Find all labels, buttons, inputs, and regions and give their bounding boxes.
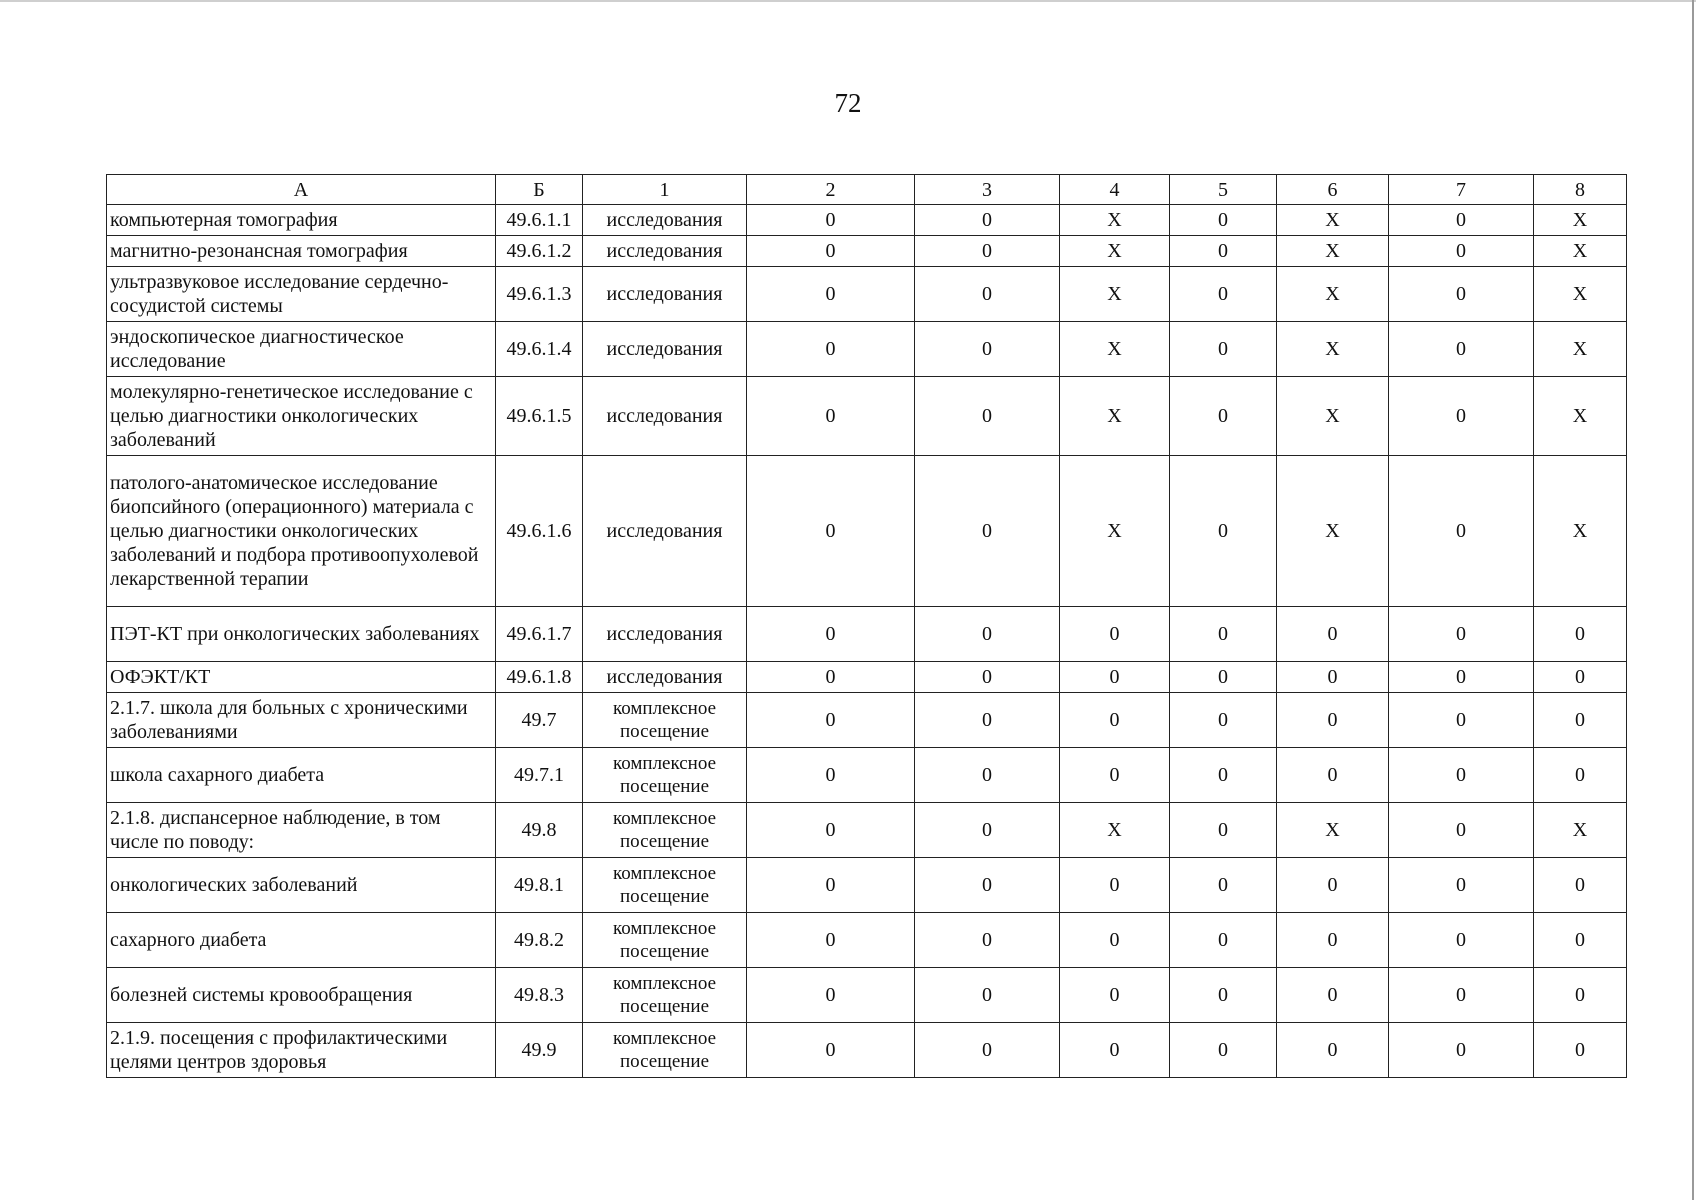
row-name-cell: патолого-анатомическое исследование биопсийного (операционного) материала с целью диагностики онкологических заболеваний и подбора противоопухолевой лекарственной терапии	[107, 456, 496, 607]
value-cell: 0	[1060, 858, 1170, 913]
value-cell: X	[1534, 267, 1627, 322]
value-cell: X	[1277, 322, 1389, 377]
value-cell: 0	[1170, 748, 1277, 803]
value-cell: 0	[1389, 858, 1534, 913]
value-cell: 0	[915, 456, 1060, 607]
value-cell: 0	[1277, 693, 1389, 748]
value-cell: 0	[1170, 322, 1277, 377]
value-cell: 0	[1277, 662, 1389, 693]
value-cell: 0	[1277, 748, 1389, 803]
value-cell: 0	[747, 267, 915, 322]
value-cell: 0	[1170, 968, 1277, 1023]
value-cell: 0	[915, 607, 1060, 662]
value-cell: 0	[747, 693, 915, 748]
header-cell: Б	[496, 175, 583, 205]
table-row	[107, 693, 1627, 748]
value-cell: 0	[1534, 858, 1627, 913]
value-cell: 0	[747, 322, 915, 377]
value-cell: 0	[1389, 236, 1534, 267]
value-cell: 0	[747, 748, 915, 803]
row-name-cell: болезней системы кровообращения	[107, 968, 496, 1023]
header-cell: 2	[747, 175, 915, 205]
value-cell: 0	[1534, 693, 1627, 748]
row-name-cell: ПЭТ-КТ при онкологических заболеваниях	[107, 607, 496, 662]
value-cell: 0	[915, 693, 1060, 748]
row-name-cell: 2.1.7. школа для больных с хроническими заболеваниями	[107, 693, 496, 748]
value-cell: 0	[1389, 913, 1534, 968]
value-cell: 0	[1389, 968, 1534, 1023]
header-cell: 4	[1060, 175, 1170, 205]
value-cell: 0	[1389, 267, 1534, 322]
value-cell: 0	[1389, 1023, 1534, 1078]
value-cell: 0	[747, 377, 915, 456]
row-unit-cell: комплексное посещение	[583, 1023, 747, 1078]
row-code-cell: 49.8.1	[496, 858, 583, 913]
value-cell: 0	[1534, 748, 1627, 803]
value-cell: 0	[1170, 267, 1277, 322]
table-row	[107, 803, 1627, 858]
row-name-cell: школа сахарного диабета	[107, 748, 496, 803]
row-unit-cell: исследования	[583, 205, 747, 236]
row-unit-cell: комплексное посещение	[583, 803, 747, 858]
value-cell: 0	[1389, 803, 1534, 858]
value-cell: X	[1534, 205, 1627, 236]
value-cell: 0	[747, 205, 915, 236]
row-code-cell: 49.7	[496, 693, 583, 748]
table-row	[107, 968, 1627, 1023]
value-cell: 0	[1170, 803, 1277, 858]
value-cell: 0	[1534, 968, 1627, 1023]
value-cell: 0	[1277, 913, 1389, 968]
row-unit-cell: комплексное посещение	[583, 913, 747, 968]
page-edge-top	[0, 0, 1696, 2]
value-cell: 0	[915, 205, 1060, 236]
value-cell: 0	[1170, 913, 1277, 968]
header-cell: А	[107, 175, 496, 205]
row-unit-cell: исследования	[583, 322, 747, 377]
value-cell: 0	[1389, 607, 1534, 662]
value-cell: 0	[915, 377, 1060, 456]
table-row	[107, 377, 1627, 456]
value-cell: 0	[1060, 748, 1170, 803]
row-name-cell: ультразвуковое исследование сердечно-сосудистой системы	[107, 267, 496, 322]
value-cell: 0	[747, 236, 915, 267]
page-edge-right	[1692, 0, 1694, 1200]
row-unit-cell: исследования	[583, 236, 747, 267]
value-cell: 0	[747, 662, 915, 693]
value-cell: X	[1534, 322, 1627, 377]
value-cell: 0	[1534, 607, 1627, 662]
value-cell: 0	[1389, 662, 1534, 693]
value-cell: X	[1534, 236, 1627, 267]
value-cell: X	[1060, 236, 1170, 267]
value-cell: 0	[1060, 607, 1170, 662]
value-cell: 0	[747, 1023, 915, 1078]
table-row	[107, 607, 1627, 662]
value-cell: 0	[1170, 1023, 1277, 1078]
value-cell: 0	[915, 748, 1060, 803]
table-row	[107, 456, 1627, 607]
row-code-cell: 49.8.2	[496, 913, 583, 968]
row-unit-cell: исследования	[583, 377, 747, 456]
value-cell: 0	[747, 858, 915, 913]
value-cell: 0	[1534, 1023, 1627, 1078]
value-cell: X	[1060, 267, 1170, 322]
row-code-cell: 49.6.1.1	[496, 205, 583, 236]
value-cell: 0	[915, 267, 1060, 322]
row-name-cell: онкологических заболеваний	[107, 858, 496, 913]
value-cell: 0	[915, 913, 1060, 968]
header-cell: 1	[583, 175, 747, 205]
header-cell: 6	[1277, 175, 1389, 205]
row-code-cell: 49.8	[496, 803, 583, 858]
row-unit-cell: комплексное посещение	[583, 748, 747, 803]
value-cell: 0	[1060, 1023, 1170, 1078]
row-unit-cell: исследования	[583, 607, 747, 662]
row-unit-cell: исследования	[583, 267, 747, 322]
row-code-cell: 49.9	[496, 1023, 583, 1078]
value-cell: 0	[1389, 456, 1534, 607]
row-name-cell: сахарного диабета	[107, 913, 496, 968]
value-cell: 0	[1389, 748, 1534, 803]
value-cell: 0	[1277, 968, 1389, 1023]
row-code-cell: 49.6.1.3	[496, 267, 583, 322]
value-cell: 0	[1060, 913, 1170, 968]
value-cell: X	[1060, 322, 1170, 377]
row-unit-cell: исследования	[583, 662, 747, 693]
value-cell: 0	[1170, 205, 1277, 236]
value-cell: 0	[915, 236, 1060, 267]
value-cell: 0	[1060, 662, 1170, 693]
value-cell: X	[1060, 803, 1170, 858]
row-unit-cell: комплексное посещение	[583, 693, 747, 748]
value-cell: X	[1277, 377, 1389, 456]
header-cell: 5	[1170, 175, 1277, 205]
value-cell: 0	[1534, 662, 1627, 693]
value-cell: X	[1277, 205, 1389, 236]
table-row	[107, 205, 1627, 236]
value-cell: 0	[1389, 377, 1534, 456]
row-code-cell: 49.6.1.8	[496, 662, 583, 693]
row-code-cell: 49.7.1	[496, 748, 583, 803]
value-cell: X	[1277, 236, 1389, 267]
row-code-cell: 49.6.1.4	[496, 322, 583, 377]
data-table	[106, 174, 1627, 1078]
value-cell: 0	[915, 858, 1060, 913]
table-row	[107, 267, 1627, 322]
value-cell: 0	[915, 662, 1060, 693]
row-unit-cell: комплексное посещение	[583, 858, 747, 913]
table-row	[107, 236, 1627, 267]
table-row	[107, 1023, 1627, 1078]
value-cell: 0	[747, 456, 915, 607]
row-code-cell: 49.6.1.2	[496, 236, 583, 267]
row-unit-cell: исследования	[583, 456, 747, 607]
value-cell: 0	[915, 803, 1060, 858]
table-row	[107, 913, 1627, 968]
value-cell: X	[1534, 456, 1627, 607]
row-name-cell: молекулярно-генетическое исследование с целью диагностики онкологических заболеваний	[107, 377, 496, 456]
row-name-cell: эндоскопическое диагностическое исследование	[107, 322, 496, 377]
row-name-cell: магнитно-резонансная томография	[107, 236, 496, 267]
table-row	[107, 748, 1627, 803]
value-cell: 0	[1170, 858, 1277, 913]
table-row	[107, 662, 1627, 693]
value-cell: 0	[747, 607, 915, 662]
value-cell: 0	[1170, 662, 1277, 693]
value-cell: 0	[747, 913, 915, 968]
value-cell: 0	[1389, 205, 1534, 236]
row-code-cell: 49.6.1.6	[496, 456, 583, 607]
value-cell: 0	[1277, 1023, 1389, 1078]
header-cell: 8	[1534, 175, 1627, 205]
row-code-cell: 49.6.1.5	[496, 377, 583, 456]
value-cell: 0	[1170, 456, 1277, 607]
header-cell: 3	[915, 175, 1060, 205]
value-cell: 0	[747, 968, 915, 1023]
value-cell: 0	[1389, 693, 1534, 748]
value-cell: 0	[1534, 913, 1627, 968]
value-cell: 0	[915, 968, 1060, 1023]
table-row	[107, 858, 1627, 913]
value-cell: X	[1277, 267, 1389, 322]
row-code-cell: 49.6.1.7	[496, 607, 583, 662]
value-cell: 0	[747, 803, 915, 858]
value-cell: 0	[1060, 968, 1170, 1023]
row-code-cell: 49.8.3	[496, 968, 583, 1023]
value-cell: X	[1534, 377, 1627, 456]
value-cell: 0	[1170, 377, 1277, 456]
value-cell: 0	[1060, 693, 1170, 748]
value-cell: 0	[915, 1023, 1060, 1078]
value-cell: 0	[1277, 607, 1389, 662]
value-cell: X	[1534, 803, 1627, 858]
page-number: 72	[834, 88, 862, 118]
value-cell: X	[1060, 377, 1170, 456]
value-cell: X	[1060, 205, 1170, 236]
value-cell: X	[1277, 456, 1389, 607]
value-cell: 0	[1170, 693, 1277, 748]
table-row	[107, 322, 1627, 377]
row-name-cell: ОФЭКТ/КТ	[107, 662, 496, 693]
row-unit-cell: комплексное посещение	[583, 968, 747, 1023]
value-cell: 0	[1389, 322, 1534, 377]
row-name-cell: 2.1.9. посещения с профилактическими целями центров здоровья	[107, 1023, 496, 1078]
value-cell: 0	[1170, 607, 1277, 662]
value-cell: 0	[1277, 858, 1389, 913]
row-name-cell: 2.1.8. диспансерное наблюдение, в том числе по поводу:	[107, 803, 496, 858]
value-cell: 0	[915, 322, 1060, 377]
value-cell: X	[1060, 456, 1170, 607]
header-row	[107, 175, 1627, 205]
value-cell: X	[1277, 803, 1389, 858]
header-cell: 7	[1389, 175, 1534, 205]
value-cell: 0	[1170, 236, 1277, 267]
row-name-cell: компьютерная томография	[107, 205, 496, 236]
